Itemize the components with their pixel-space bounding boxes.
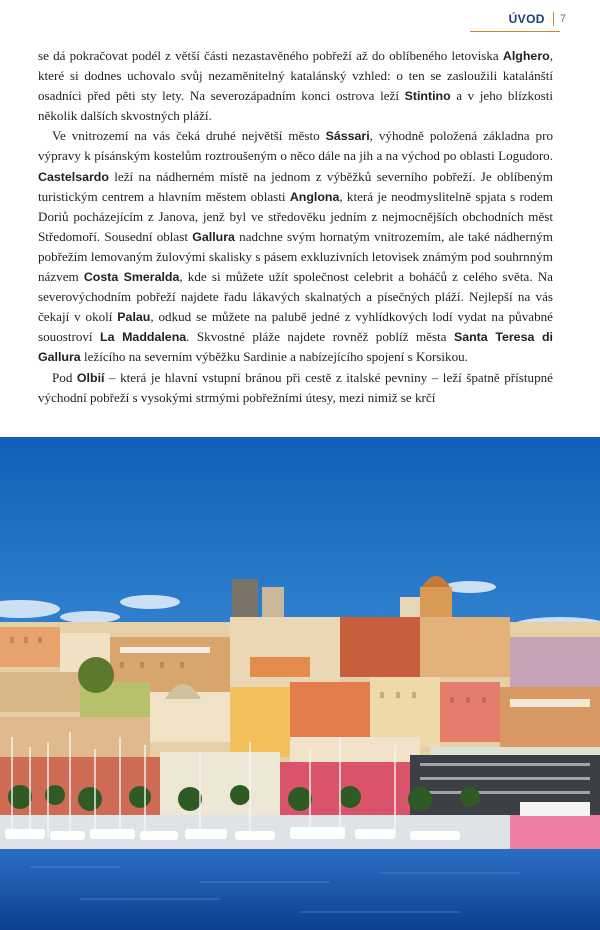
running-header [509,10,566,28]
place-name: Stintino [404,89,451,104]
section-title: ÚVOD [508,12,545,26]
place-name: Alghero [502,49,550,63]
place-name: Sássari [325,129,370,144]
body-text [38,46,553,408]
place-name: Gallura [192,229,235,244]
cagliari-cityscape-photo [0,437,600,930]
place-name: Santa Teresa di Gallura [38,330,553,365]
header-divider [553,12,554,26]
paragraph: se dá pokračovat podél z větší části nezastavěného pobřeží až do oblíbeného letoviska Alghero, které si dodnes uchovalo svůj nezaměnitelný katalánský vzhled: o ten se zasloužili katalánští osadníci před pěti sty lety. Na severozápadním konci ostrova leží Stintino a v jeho blízkosti několik dalších skvostných pláží. [38,48,553,124]
page-number: 7 [559,13,566,25]
place-name: Olbií [76,370,105,385]
place-name: Anglona [289,189,340,204]
place-name: Costa Smeralda [83,270,180,285]
place-name: Palau [117,310,151,325]
place-name: La Maddalena [100,330,187,345]
paragraph: Pod Olbií – která je hlavní vstupní bránou při cestě z italské pevniny – leží špatně přístupné východní pobřeží s vysokými strmými pobřežními útesy, mezi nimiž se krčí [38,369,553,405]
paragraph: Ve vnitrozemí na vás čeká druhé největší město Sássari, výhodně položená základna pro výpravy k písánským kostelům roztroušeným o něco dále na jih a na východ po oblasti Logudoro. Castelsardo leží na nádherném místě na jednom z výběžků severního pobřeží. Je oblíbeným turistickým centrem a hlavním městem oblasti Anglona, která je neodmyslitelně spjata s rodem Doriů pocházejícím z Janova, jenž byl ve středověku jedním z nejmocnějších obchodních měst Středomoří. Sousední oblast Gallura nadchne svým hornatým vnitrozemím, ale také nádherným pobřežím lemovaným žulovými skalisky s pásem exkluzivních letovisek známým pod souhrnným názvem Costa Smeralda, kde si můžete užít společnost celebrit a boháčů z celého světa. Na severovýchodním pobřeží najdete řadu lákavých skalnatých a písečných pláží. Nejlepší na vás čekají v okolí Palau, odkud se můžete na palubě jedné z vyhlídkových lodí vydat na půvabné souostroví La Maddalena. Skvostné pláže najdete rovněž poblíž města Santa Teresa di Gallura ležícího na severním výběžku Sardinie a nabízejícího spojení s Korsikou. [38,128,553,365]
header-rule [470,31,560,32]
place-name: Castelsardo [38,169,109,184]
